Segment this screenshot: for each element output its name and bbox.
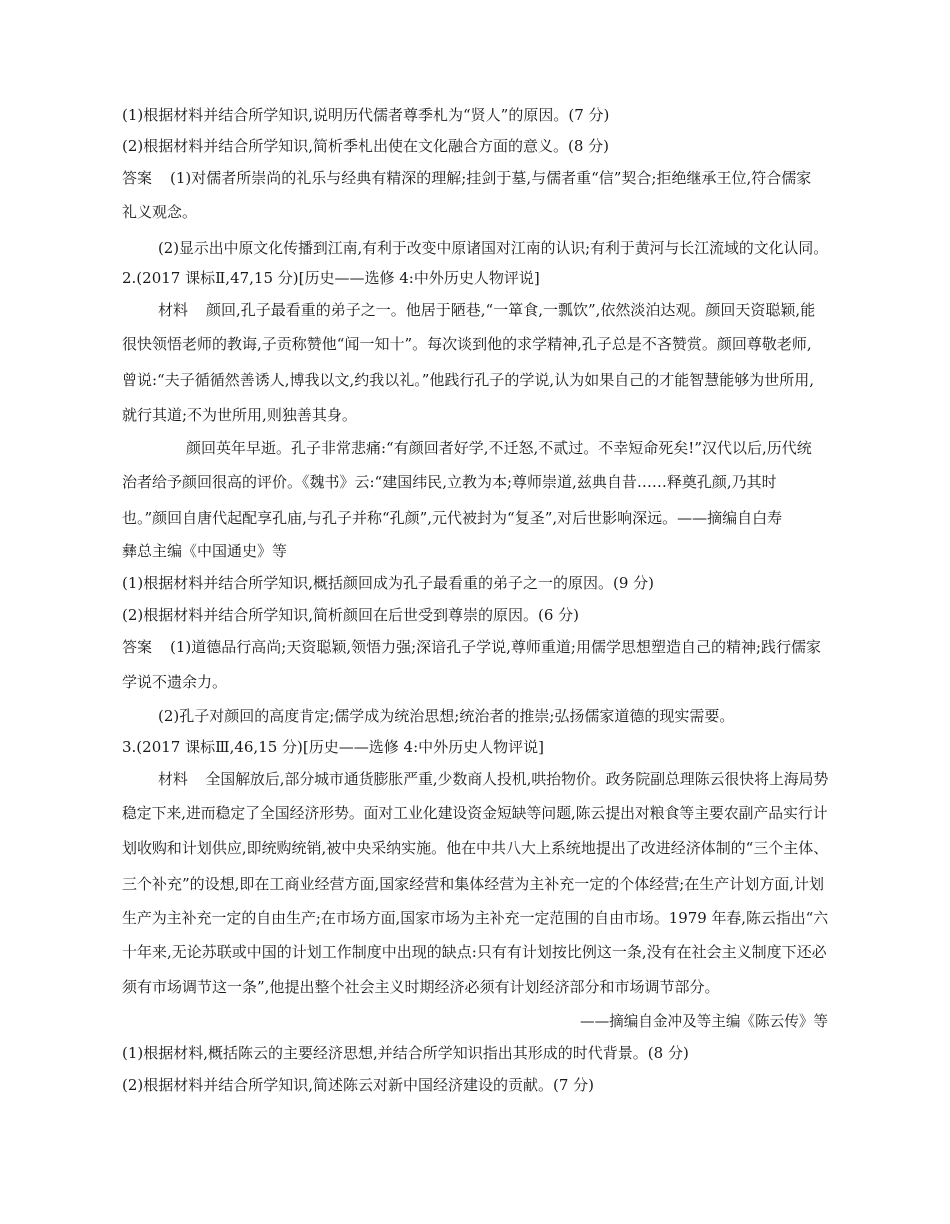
q2-material-1-text: 颜回,孔子最看重的弟子之一。他居于陋巷,“一箪食,一瓢饮”,依然淡泊达观。颜回天资聪颖,能 <box>206 301 816 319</box>
q1-subquestion-2: (2)根据材料并结合所学知识,简析季札出使在文化融合方面的意义。(8 分) <box>122 137 610 155</box>
q3-material-5: 生产为主补充一定的自由生产;在市场方面,国家市场为主补充一定范围的自由市场。1979 年春,陈云指出“六 <box>122 909 829 927</box>
q1-answer-2: (2)显示出中原文化传播到江南,有利于改变中原诸国对江南的认识;有利于黄河与长江流域的文化认同。 <box>158 239 829 257</box>
q2-subquestion-2: (2)根据材料并结合所学知识,简析颜回在后世受到尊崇的原因。(6 分) <box>122 606 580 624</box>
q3-source: ——摘编自金冲及等主编《陈云传》等 <box>580 1012 829 1030</box>
q2-answer-1-cont: 学说不遗余力。 <box>122 673 228 691</box>
q2-answer-1-text: (1)道德品行高尚;天资聪颖,领悟力强;深谙孔子学说,尊师重道;用儒学思想塑造自己的精神;践行儒家 <box>170 638 822 656</box>
q1-answer-1 <box>122 168 811 188</box>
q3-material-1 <box>158 769 828 789</box>
q2-material-7: 也。”颜回自唐代起配享孔庙,与孔子并称“孔颜”,元代被封为“复圣”,对后世影响深远。——摘编自白寿 <box>122 509 783 527</box>
q3-subquestion-1: (1)根据材料,概括陈云的主要经济思想,并结合所学知识指出其形成的时代背景。(8 分) <box>122 1044 689 1062</box>
q1-answer-1-text: (1)对儒者所崇尚的礼乐与经典有精深的理解;挂剑于墓,与儒者重“信”契合;拒绝继承王位,符合儒家 <box>170 169 812 187</box>
material-label: 材料 <box>158 301 189 319</box>
material-label: 材料 <box>158 770 188 788</box>
q2-material-4: 就行其道;不为世所用,则独善其身。 <box>122 406 357 424</box>
q3-material-1-text: 全国解放后,部分城市通货膨胀严重,少数商人投机,哄抬物价。政务院副总理陈云很快将上海局势 <box>205 770 829 788</box>
q3-material-7: 须有市场调节这一条”,他提出整个社会主义时期经济必须有计划经济部分和市场调节部分。 <box>122 978 720 996</box>
q2-subquestion-1: (1)根据材料并结合所学知识,概括颜回成为孔子最看重的弟子之一的原因。(9 分) <box>122 574 655 592</box>
q3-material-3: 划收购和计划供应,即统购统销,被中央采纳实施。他在中共八大上系统地提出了改进经济体制的“三个主体、 <box>122 839 829 857</box>
q2-material-8: 彝总主编《中国通史》等 <box>122 542 288 560</box>
q2-material-2: 很快领悟老师的教诲,子贡称赞他“闻一知十”。每次谈到他的求学精神,孔子总是不吝赞赏。颜回尊敬老师, <box>122 335 812 353</box>
q2-header: 2.(2017 课标Ⅱ,47,15 分)[历史——选修 4:中外历史人物评说] <box>122 269 540 287</box>
q3-header: 3.(2017 课标Ⅲ,46,15 分)[历史——选修 4:中外历史人物评说] <box>122 738 544 756</box>
q1-answer-1-cont: 礼义观念。 <box>122 203 198 221</box>
q2-material-5: 颜回英年早逝。孔子非常悲痛:“有颜回者好学,不迁怒,不贰过。不幸短命死矣!”汉代以后,历代统 <box>186 439 812 457</box>
q2-material-3: 曾说:“夫子循循然善诱人,博我以文,约我以礼。”他践行孔子的学说,认为如果自己的才能智慧能够为世所用, <box>122 371 814 389</box>
q2-material-6: 治者给予颜回很高的评价。《魏书》云:“建国纬民,立教为本;尊师崇道,兹典自昔……释奠孔颜,乃其时 <box>122 473 777 491</box>
q1-subquestion-1: (1)根据材料并结合所学知识,说明历代儒者尊季札为“贤人”的原因。(7 分) <box>122 106 610 124</box>
q2-answer-1 <box>122 637 821 657</box>
answer-label: 答案 <box>122 169 153 187</box>
q2-answer-2: (2)孔子对颜回的高度肯定;儒学成为统治思想;统治者的推崇;弘扬儒家道德的现实需要。 <box>158 707 735 725</box>
q3-material-2: 稳定下来,进而稳定了全国经济形势。面对工业化建设资金短缺等问题,陈云提出对粮食等主要农副产品实行计 <box>122 804 828 822</box>
q3-subquestion-2: (2)根据材料并结合所学知识,简述陈云对新中国经济建设的贡献。(7 分) <box>122 1076 595 1094</box>
q2-material-1 <box>158 300 815 320</box>
q3-material-6: 十年来,无论苏联或中国的计划工作制度中出现的缺点:只有有计划按比例这一条,没有在社会主义制度下还必 <box>122 943 827 961</box>
answer-label: 答案 <box>122 638 153 656</box>
q3-material-4: 三个补充”的设想,即在工商业经营方面,国家经营和集体经营为主补充一定的个体经营;在生产计划方面,计划 <box>122 875 825 893</box>
